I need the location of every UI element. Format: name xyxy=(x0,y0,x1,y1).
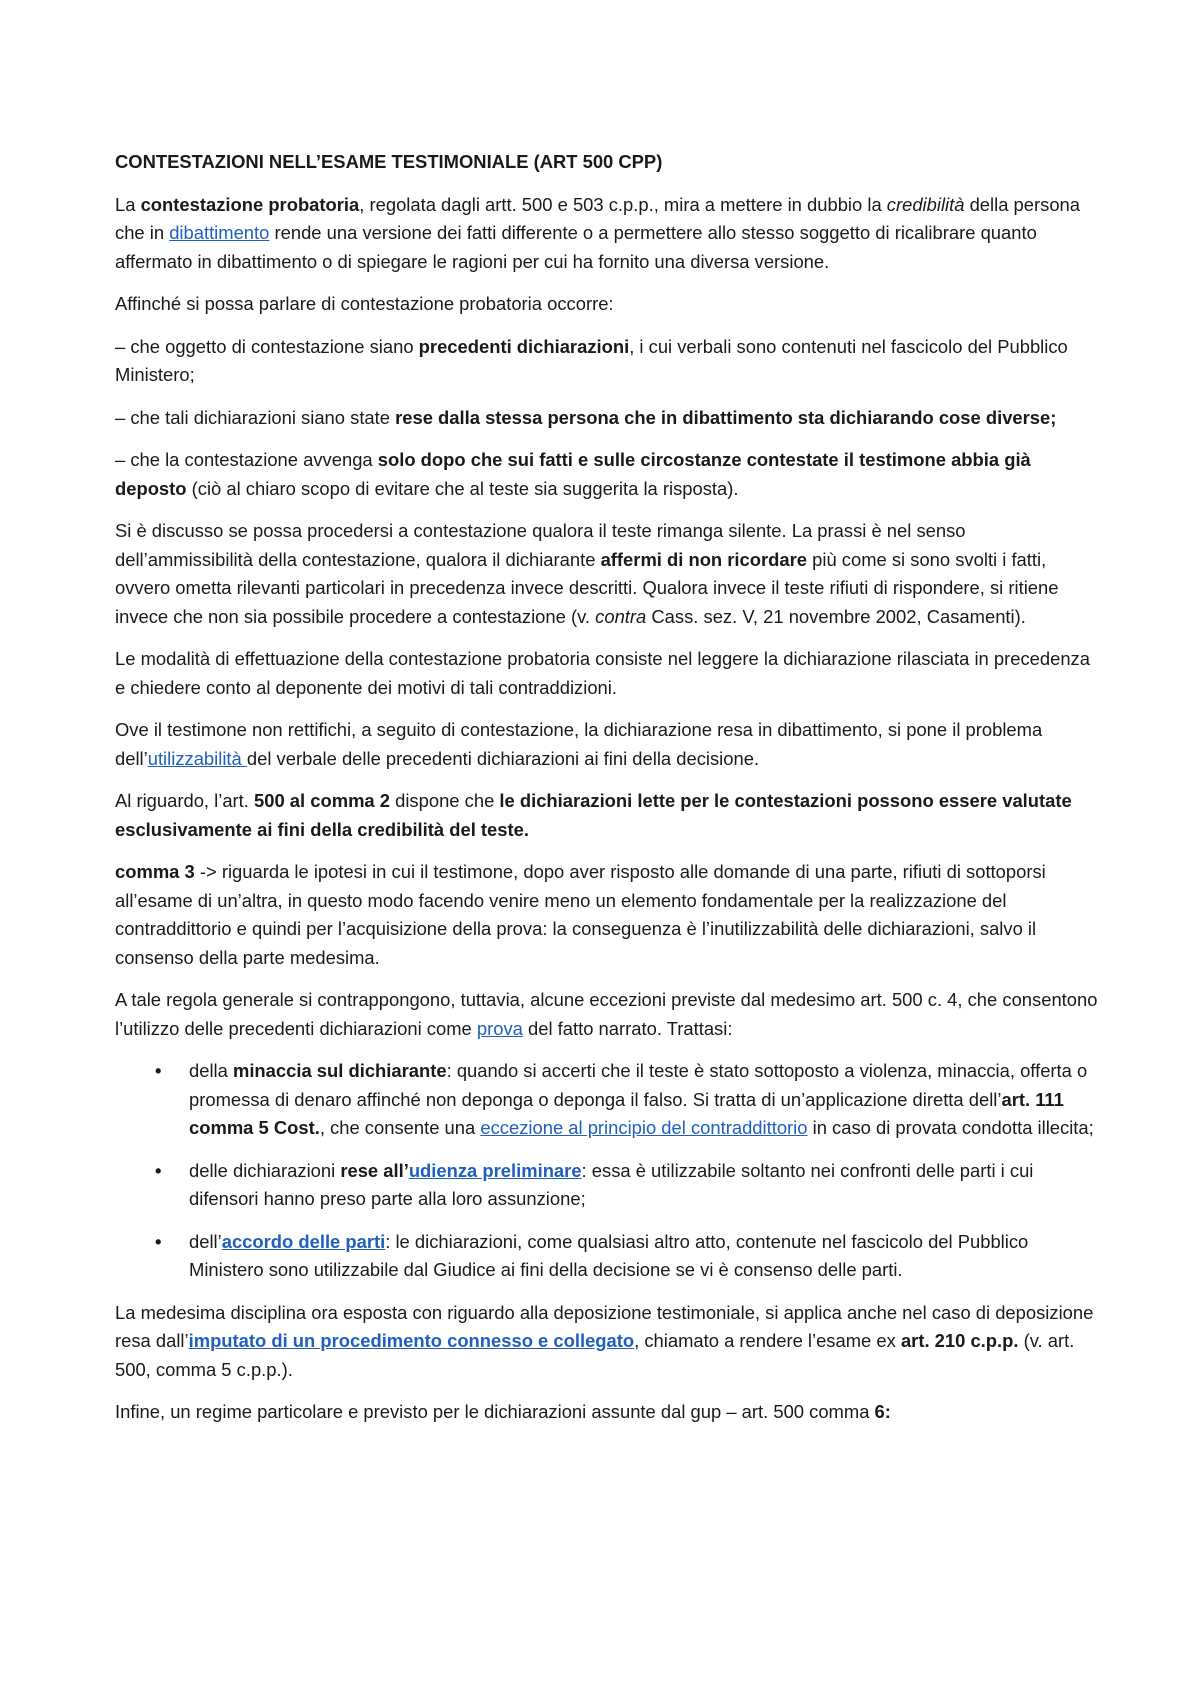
text: (ciò al chiaro scopo di evitare che al teste sia suggerita la risposta). xyxy=(186,477,739,499)
text: La xyxy=(115,193,141,215)
exceptions-list xyxy=(115,1057,1098,1285)
link-accordo-parti[interactable]: accordo delle parti xyxy=(221,1230,386,1252)
link-udienza-preliminare[interactable]: udienza preliminare xyxy=(408,1159,582,1181)
text: più come si sono svolti i fatti, ovvero ometta rilevanti particolari in precedenza invece descritti. Qualora invece il teste rifiuti di rispondere, si ritiene invece che non sia possibile procedere a contestazione (v. xyxy=(115,548,1059,627)
bold-text: 6: xyxy=(874,1401,891,1422)
text: – che oggetto di contestazione siano xyxy=(115,335,419,357)
list-item xyxy=(189,1157,1098,1214)
paragraph-comma-2 xyxy=(115,787,1098,844)
paragraph-comma-3 xyxy=(115,858,1098,972)
text: in caso di provata condotta illecita; xyxy=(807,1117,1094,1138)
paragraph-modalities: Le modalità di effettuazione della contestazione probatoria consiste nel leggere la dichiarazione rilasciata in precedenza e chiedere conto al deponente dei motivi di tali contraddizioni. xyxy=(115,648,1090,698)
bold-text: art. 210 c.p.p. xyxy=(900,1330,1019,1351)
bold-text: le dichiarazioni lette per le contestazioni possono essere valutate esclusivamente ai fini della credibilità del teste. xyxy=(115,790,1072,840)
text: La medesima disciplina ora esposta con riguardo alla deposizione testimoniale, si applica anche nel caso di deposizione resa dall’ xyxy=(115,1301,1094,1351)
paragraph-usability xyxy=(115,716,1098,773)
condition-item xyxy=(115,446,1098,503)
text: Al riguardo, l’art. xyxy=(115,790,255,811)
bold-text: comma 3 xyxy=(115,861,195,882)
bold-text: affermi di non ricordare xyxy=(600,548,808,570)
bold-text: contestazione probatoria xyxy=(140,193,360,215)
text: – che tali dichiarazioni siano state xyxy=(115,406,396,428)
text: Cass. sez. V, 21 novembre 2002, Casamenti). xyxy=(646,605,1026,627)
link-utilizzabilita[interactable]: utilizzabilità xyxy=(147,747,247,769)
text: : quando si accerti che il teste è stato sottoposto a violenza, minaccia, offerta o promessa di denaro affinché non deponga o deponga il falso. Si tratta di un’applicazione diretta dell’ xyxy=(189,1060,1088,1110)
document-title: CONTESTAZIONI NELL’ESAME TESTIMONIALE (ART 500 CPP) xyxy=(115,151,663,172)
link-dibattimento[interactable]: dibattimento xyxy=(169,222,270,243)
text: , chiamato a rendere l’esame ex xyxy=(634,1330,901,1351)
list-item xyxy=(189,1228,1098,1285)
bold-text: minaccia sul dichiarante xyxy=(232,1060,447,1081)
condition-item xyxy=(115,404,1098,433)
italic-text: contra xyxy=(595,605,647,627)
text: , i cui verbali sono contenuti nel fascicolo del Pubblico Ministero; xyxy=(115,335,1068,385)
text: della persona che in xyxy=(115,193,1081,243)
text: , regolata dagli artt. 500 e 503 c.p.p., mira a mettere in dubbio la xyxy=(359,193,887,215)
text: del verbale delle precedenti dichiarazioni ai fini della decisione. xyxy=(246,747,760,769)
bold-text: rese dalla stessa persona che in dibattimento sta dichiarando cose diverse; xyxy=(395,406,1057,428)
text: Infine, un regime particolare e previsto per le dichiarazioni assunte dal gup – art. 500 comma xyxy=(115,1401,875,1422)
link-eccezione-contraddittorio[interactable]: eccezione al principio del contraddittorio xyxy=(480,1117,808,1138)
paragraph-silence xyxy=(115,517,1098,631)
text: -> riguarda le ipotesi in cui il testimone, dopo aver risposto alle domande di una parte, rifiuti di sottoporsi all’esame di un’altra, in questo modo facendo venire meno un elemento fondamentale per la realizzazione del contraddittorio e quindi per l’acquisizione della prova: la conseguenza è l’inutilizzabilità delle dichiarazioni, salvo il consenso della parte medesima. xyxy=(115,861,1046,968)
bold-text: solo dopo che sui fatti e sulle circostanze contestate il testimone abbia già deposto xyxy=(115,449,1031,499)
link-imputato-procedimento[interactable]: imputato di un procedimento connesso e collegato xyxy=(188,1330,635,1351)
text: dispone che xyxy=(390,790,500,811)
text: dell’ xyxy=(189,1230,222,1252)
text: : le dichiarazioni, come qualsiasi altro atto, contenute nel fascicolo del Pubblico Ministero sono utilizzabile dal Giudice ai fini della decisione se vi è consenso delle parti. xyxy=(189,1230,1029,1280)
text: : essa è utilizzabile soltanto nei confronti delle parti i cui difensori hanno preso parte alla loro assunzione; xyxy=(189,1159,1034,1209)
bold-text: 500 al comma 2 xyxy=(254,790,390,811)
list-item xyxy=(189,1057,1098,1143)
text: – che la contestazione avvenga xyxy=(115,449,378,470)
condition-item xyxy=(115,333,1098,390)
text: della xyxy=(189,1060,233,1081)
paragraph-requirements: Affinché si possa parlare di contestazione probatoria occorre: xyxy=(115,293,614,314)
paragraph-exceptions xyxy=(115,986,1098,1043)
text: rende una versione dei fatti differente o a permettere allo stesso soggetto di ricalibrare quanto affermato in dibattimento o di spiegare le ragioni per cui ha fornito una diversa versione. xyxy=(115,222,1037,272)
link-prova[interactable]: prova xyxy=(476,1017,523,1039)
bold-text: precedenti dichiarazioni xyxy=(418,335,630,357)
italic-text: credibilità xyxy=(886,193,965,215)
text: , che consente una xyxy=(319,1117,481,1138)
paragraph-gup xyxy=(115,1398,1098,1427)
paragraph-imputato xyxy=(115,1299,1098,1385)
text: (v. art. 500, comma 5 c.p.p.). xyxy=(115,1330,1075,1380)
text: Ove il testimone non rettifichi, a seguito di contestazione, la dichiarazione resa in dibattimento, si pone il problema dell’ xyxy=(115,719,1043,769)
text: delle dichiarazioni xyxy=(189,1159,341,1181)
text: Si è discusso se possa procedersi a contestazione qualora il teste rimanga silente. La prassi è nel senso dell’ammissibilità della contestazione, qualora il dichiarante xyxy=(115,520,966,570)
text: del fatto narrato. Trattasi: xyxy=(522,1017,733,1039)
text: A tale regola generale si contrappongono, tuttavia, alcune eccezioni previste dal medesimo art. 500 c. 4, che consentono l’utilizzo delle precedenti dichiarazioni come xyxy=(115,989,1098,1039)
paragraph-intro xyxy=(115,191,1098,277)
bold-text: rese all’ xyxy=(340,1159,409,1181)
bold-text: art. 111 comma 5 Cost. xyxy=(189,1088,1064,1138)
